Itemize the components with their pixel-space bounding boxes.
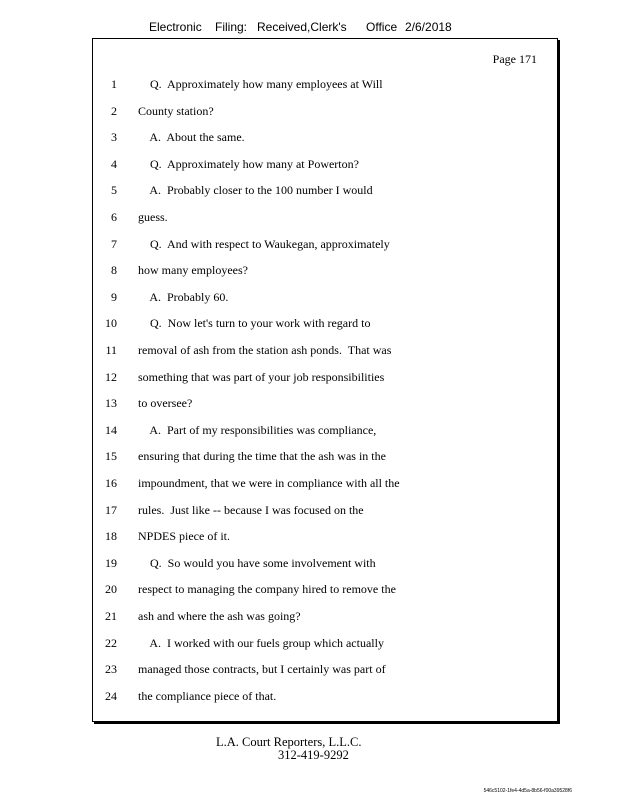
transcript-line bbox=[93, 449, 557, 467]
transcript-line bbox=[93, 183, 557, 201]
line-number: 6 bbox=[111, 210, 117, 224]
line-text: something that was part of your job responsibilities bbox=[138, 369, 385, 384]
line-text: Q. Approximately how many employees at Will bbox=[138, 77, 383, 91]
transcript-line bbox=[93, 104, 557, 122]
transcript-line bbox=[93, 316, 557, 334]
header-filing: Filing: bbox=[215, 20, 248, 34]
transcript-line bbox=[93, 290, 557, 308]
transcript-line bbox=[93, 157, 557, 175]
line-text: rules. Just like -- because I was focused on the bbox=[138, 502, 364, 517]
header-office: Office bbox=[366, 20, 398, 34]
transcript-line bbox=[93, 609, 557, 627]
line-number: 20 bbox=[105, 582, 117, 597]
line-number: 4 bbox=[111, 156, 117, 171]
line-text: County station? bbox=[138, 103, 214, 118]
header-received-clerks: Received,Clerk's bbox=[257, 20, 347, 34]
transcript-line bbox=[93, 582, 557, 600]
line-text: removal of ash from the station ash ponds. That was bbox=[138, 343, 392, 357]
line-number: 23 bbox=[105, 662, 117, 677]
transcript-line bbox=[93, 130, 557, 148]
transcript-line bbox=[93, 689, 557, 707]
line-number: 14 bbox=[105, 422, 117, 437]
line-text: Q. So would you have some involvement with bbox=[138, 555, 376, 570]
line-number: 22 bbox=[105, 635, 117, 650]
line-text: Q. Approximately how many at Powerton? bbox=[138, 156, 359, 171]
footer-phone: 312-419-9292 bbox=[278, 748, 349, 762]
transcript-line bbox=[93, 556, 557, 574]
line-number: 21 bbox=[105, 609, 117, 623]
transcript-page bbox=[92, 38, 558, 722]
line-number: 18 bbox=[105, 529, 117, 544]
line-text: A. Probably closer to the 100 number I would bbox=[138, 183, 373, 198]
line-text: respect to managing the company hired to remove the bbox=[138, 582, 396, 597]
line-text: Q. And with respect to Waukegan, approximately bbox=[138, 236, 390, 251]
transcript-line bbox=[93, 210, 557, 228]
line-text: Q. Now let's turn to your work with regard to bbox=[138, 316, 371, 331]
transcript-line bbox=[93, 396, 557, 414]
transcript-line bbox=[93, 77, 557, 95]
line-text: the compliance piece of that. bbox=[138, 688, 277, 703]
line-number: 8 bbox=[111, 263, 117, 278]
line-text: A. Part of my responsibilities was compliance, bbox=[138, 422, 377, 437]
page-number: Page 171 bbox=[492, 52, 537, 66]
transcript-line bbox=[93, 529, 557, 547]
transcript-line bbox=[93, 343, 557, 361]
line-text: managed those contracts, but I certainly was part of bbox=[138, 662, 386, 677]
transcript-line bbox=[93, 636, 557, 654]
line-text: impoundment, that we were in compliance with all the bbox=[138, 476, 400, 490]
line-number: 3 bbox=[111, 130, 117, 145]
line-text: A. About the same. bbox=[138, 130, 245, 145]
transcript-line bbox=[93, 662, 557, 680]
transcript-line bbox=[93, 476, 557, 494]
line-number: 5 bbox=[111, 183, 117, 198]
transcript-line bbox=[93, 503, 557, 521]
line-number: 11 bbox=[105, 343, 117, 357]
header-date: 2/6/2018 bbox=[405, 20, 452, 34]
line-text: A. I worked with our fuels group which actually bbox=[138, 635, 384, 650]
line-number: 13 bbox=[105, 396, 117, 411]
line-number: 24 bbox=[105, 688, 117, 703]
line-number: 9 bbox=[111, 289, 117, 304]
line-number: 1 bbox=[111, 77, 117, 91]
line-number: 7 bbox=[111, 236, 117, 251]
transcript-line bbox=[93, 237, 557, 255]
footer-company: L.A. Court Reporters, L.L.C. bbox=[216, 735, 362, 749]
line-text: guess. bbox=[138, 210, 168, 224]
line-text: to oversee? bbox=[138, 396, 193, 411]
line-number: 19 bbox=[105, 555, 117, 570]
line-text: A. Probably 60. bbox=[138, 289, 229, 304]
line-text: ensuring that during the time that the ash was in the bbox=[138, 449, 386, 464]
document-hash: 546c5102-1fe4-4d5a-8b56-f00a39528f6 bbox=[483, 788, 572, 794]
line-number: 2 bbox=[111, 103, 117, 118]
transcript-line bbox=[93, 423, 557, 441]
line-text: NPDES piece of it. bbox=[138, 529, 230, 544]
line-number: 10 bbox=[105, 316, 117, 331]
transcript-line bbox=[93, 263, 557, 281]
line-number: 17 bbox=[105, 502, 117, 517]
line-number: 15 bbox=[105, 449, 117, 464]
line-text: how many employees? bbox=[138, 263, 248, 278]
header-electronic: Electronic bbox=[149, 20, 202, 34]
line-text: ash and where the ash was going? bbox=[138, 609, 301, 623]
transcript-line bbox=[93, 370, 557, 388]
line-number: 16 bbox=[105, 476, 117, 490]
line-number: 12 bbox=[105, 369, 117, 384]
filing-header bbox=[0, 20, 618, 36]
